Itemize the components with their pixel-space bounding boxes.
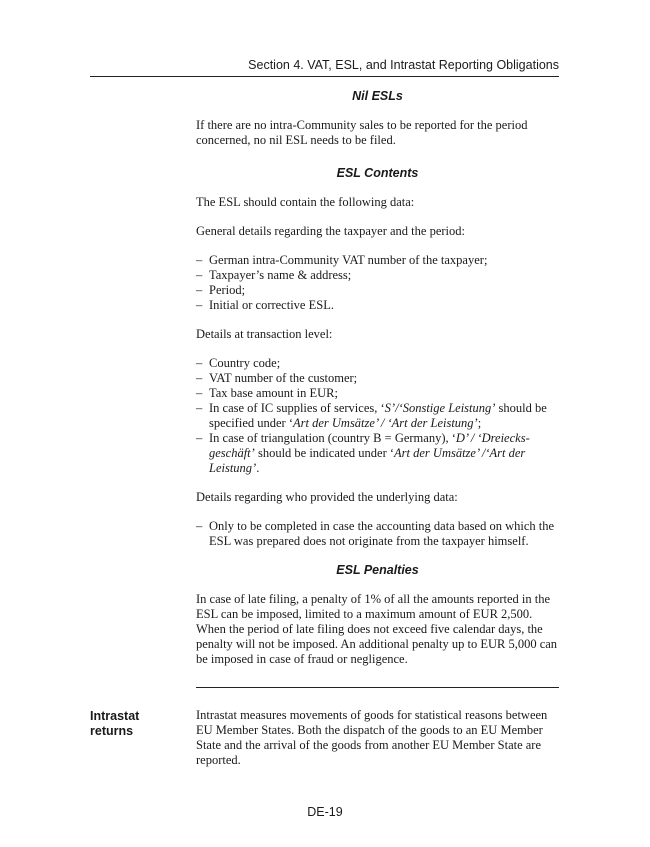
list-item: – Initial or corrective ESL.	[196, 298, 334, 312]
list-item: – Country code;	[196, 356, 281, 370]
list-item: – German intra-Community VAT number of the taxpayer;	[196, 253, 488, 267]
list-item: – Taxpayer’s name & address;	[196, 268, 352, 282]
provider-details-label: Details regarding who provided the underlying data:	[196, 490, 458, 504]
list-item: – Only to be completed in case the accounting data based on which the ESL was prepared does not originate from the taxpayer himself.	[196, 519, 555, 548]
intrastat-side-heading: Intrastat returns	[90, 709, 140, 738]
intrastat-paragraph: Intrastat measures movements of goods for statistical reasons between EU Member States. Both the dispatch of the goods to an EU Member State and the arrival of the goods from another EU Member State are reported.	[196, 708, 548, 767]
section-divider	[196, 687, 559, 688]
transaction-details-list	[196, 356, 559, 476]
transaction-details-label: Details at transaction level:	[196, 327, 333, 341]
heading-esl-penalties: ESL Penalties	[336, 563, 419, 577]
heading-nil-esls: Nil ESLs	[352, 89, 403, 103]
general-details-list	[196, 253, 559, 313]
general-details-label: General details regarding the taxpayer and the period:	[196, 224, 465, 238]
list-item: – In case of IC supplies of services, ‘S’/‘Sonstige Leistung’ should be specified under ‘Art der Umsätze’ / ‘Art der Leistung’;	[196, 401, 547, 430]
list-item: – Period;	[196, 283, 246, 297]
esl-contents-intro: The ESL should contain the following data:	[196, 195, 415, 209]
provider-details-list	[196, 519, 559, 549]
main-column	[196, 89, 559, 782]
page-number: DE-19	[307, 805, 343, 819]
heading-esl-contents: ESL Contents	[336, 166, 419, 180]
list-item: – VAT number of the customer;	[196, 371, 358, 385]
esl-penalties-paragraph: In case of late filing, a penalty of 1% of all the amounts reported in the ESL can be imposed, limited to a maximum amount of EUR 2,500. When the period of late filing does not exceed five calendar days, the penalty will not be imposed. An additional penalty up to EUR 5,000 can be imposed in case of fraud or negligence.	[196, 592, 558, 666]
nil-esls-paragraph: If there are no intra-Community sales to be reported for the period concerned, no nil ESL needs to be filed.	[196, 118, 528, 147]
list-item: – In case of triangulation (country B = Germany), ‘D’ / ‘Dreiecksgeschäft’ should be indicated under ‘Art der Umsätze’ /‘Art der Leistung’.	[196, 431, 530, 475]
running-header: Section 4. VAT, ESL, and Intrastat Reporting Obligations	[90, 58, 559, 77]
list-item: – Tax base amount in EUR;	[196, 386, 338, 400]
